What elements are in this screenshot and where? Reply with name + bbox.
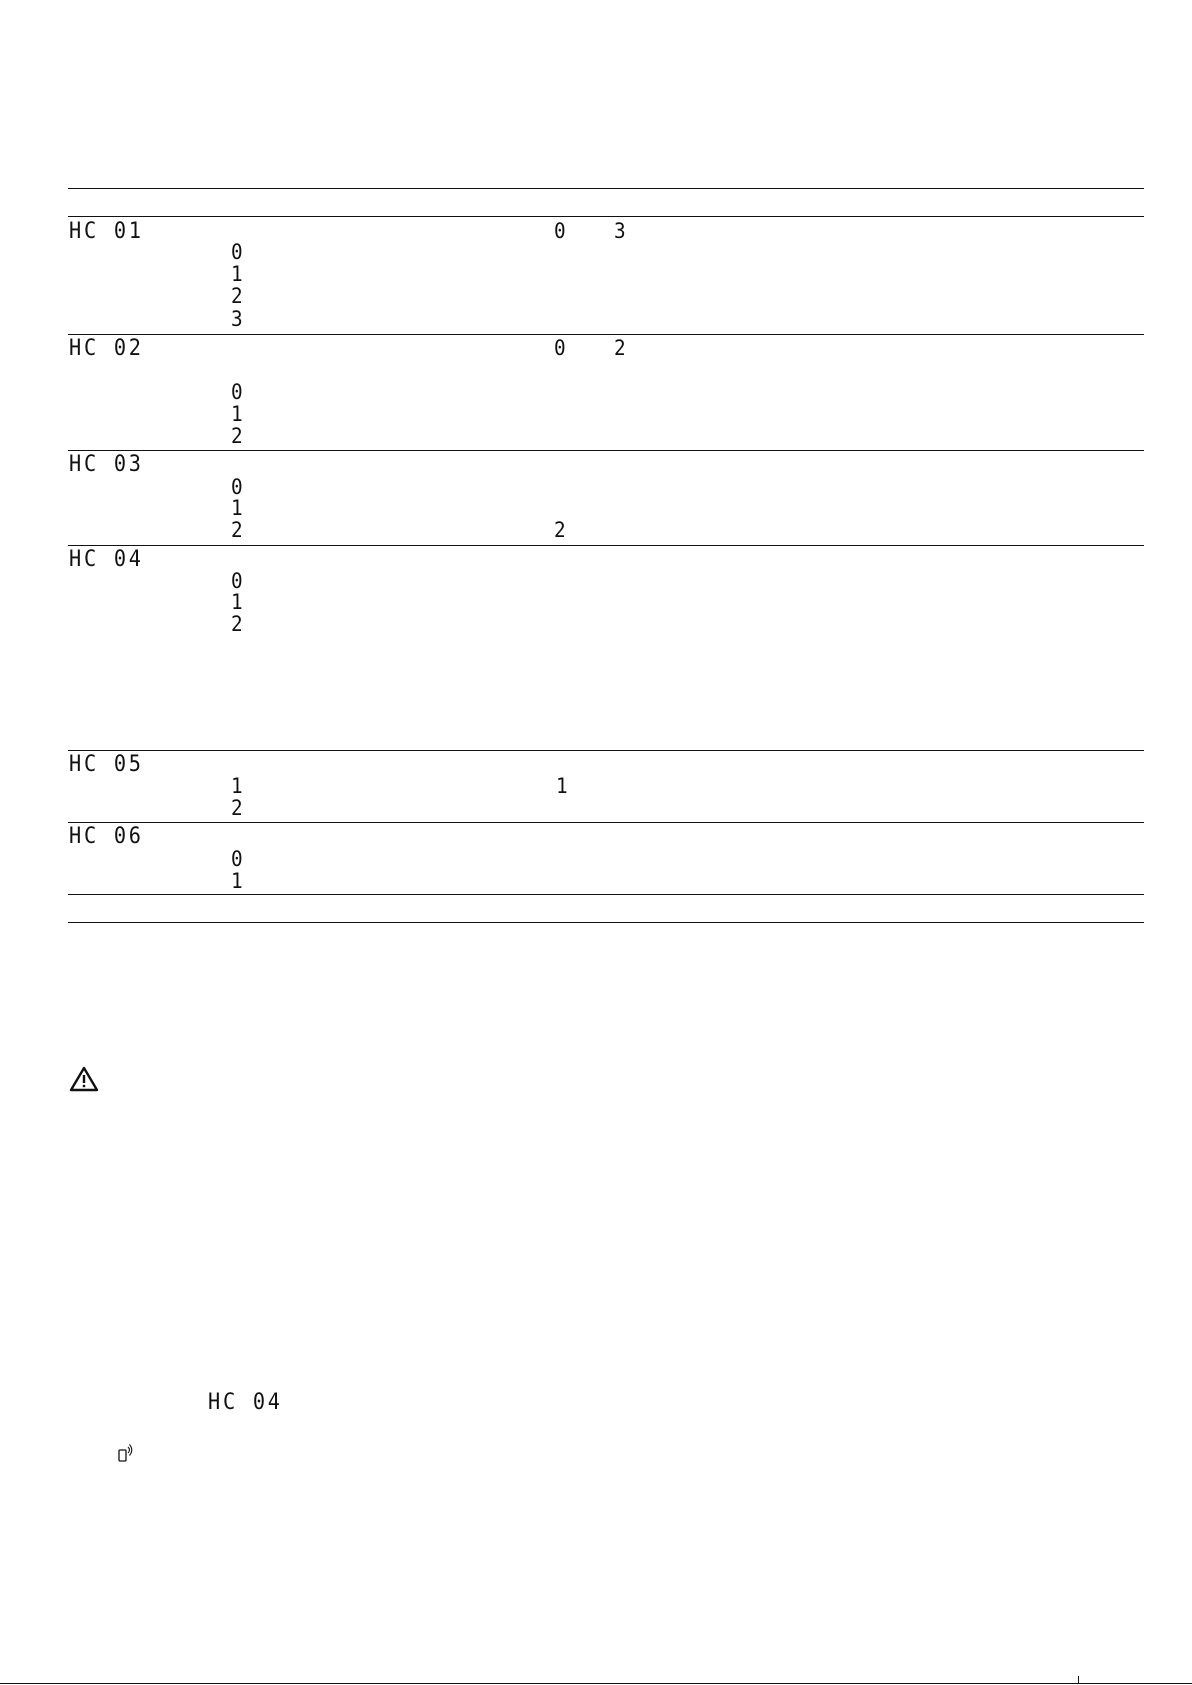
setting-code: HC 03 (69, 452, 144, 477)
row-divider (68, 894, 1144, 895)
option-value: 1 (231, 590, 244, 614)
default-value: 1 (556, 774, 569, 798)
setting-code: HC 04 (69, 547, 144, 572)
table-top-rule (68, 188, 1144, 189)
table-header-rule (68, 216, 1144, 217)
option-value: 2 (231, 518, 244, 542)
option-value: 0 (231, 475, 244, 499)
option-value: 1 (231, 496, 244, 520)
option-value: 2 (231, 424, 244, 448)
setting-code: HC 01 (69, 219, 144, 244)
row-divider (68, 334, 1144, 335)
setting-code: HC 05 (69, 752, 144, 777)
remote-signal-icon (117, 1442, 135, 1462)
table-bottom-rule (68, 922, 1144, 923)
setting-code: HC 02 (69, 336, 144, 361)
warning-triangle-icon (69, 1066, 99, 1092)
option-value: 2 (231, 284, 244, 308)
option-value: 1 (231, 262, 244, 286)
range-min: 0 (554, 219, 567, 243)
range-min: 0 (554, 336, 567, 360)
option-value: 2 (231, 796, 244, 820)
range-max: 3 (614, 219, 627, 243)
procedure-code: HC 04 (208, 1390, 283, 1415)
default-value: 2 (554, 518, 567, 542)
row-divider (68, 545, 1144, 546)
row-divider (68, 750, 1144, 751)
option-value: 0 (231, 380, 244, 404)
option-value: 3 (231, 307, 244, 331)
setting-code: HC 06 (69, 824, 144, 849)
range-max: 2 (614, 336, 627, 360)
row-divider (68, 450, 1144, 451)
option-value: 0 (231, 569, 244, 593)
footer-tick (1078, 1676, 1079, 1684)
row-divider (68, 822, 1144, 823)
option-value: 1 (231, 869, 244, 893)
option-value: 0 (231, 240, 244, 264)
option-value: 0 (231, 847, 244, 871)
footer-rule (0, 1683, 1192, 1684)
option-value: 1 (231, 402, 244, 426)
option-value: 1 (231, 774, 244, 798)
option-value: 2 (231, 612, 244, 636)
